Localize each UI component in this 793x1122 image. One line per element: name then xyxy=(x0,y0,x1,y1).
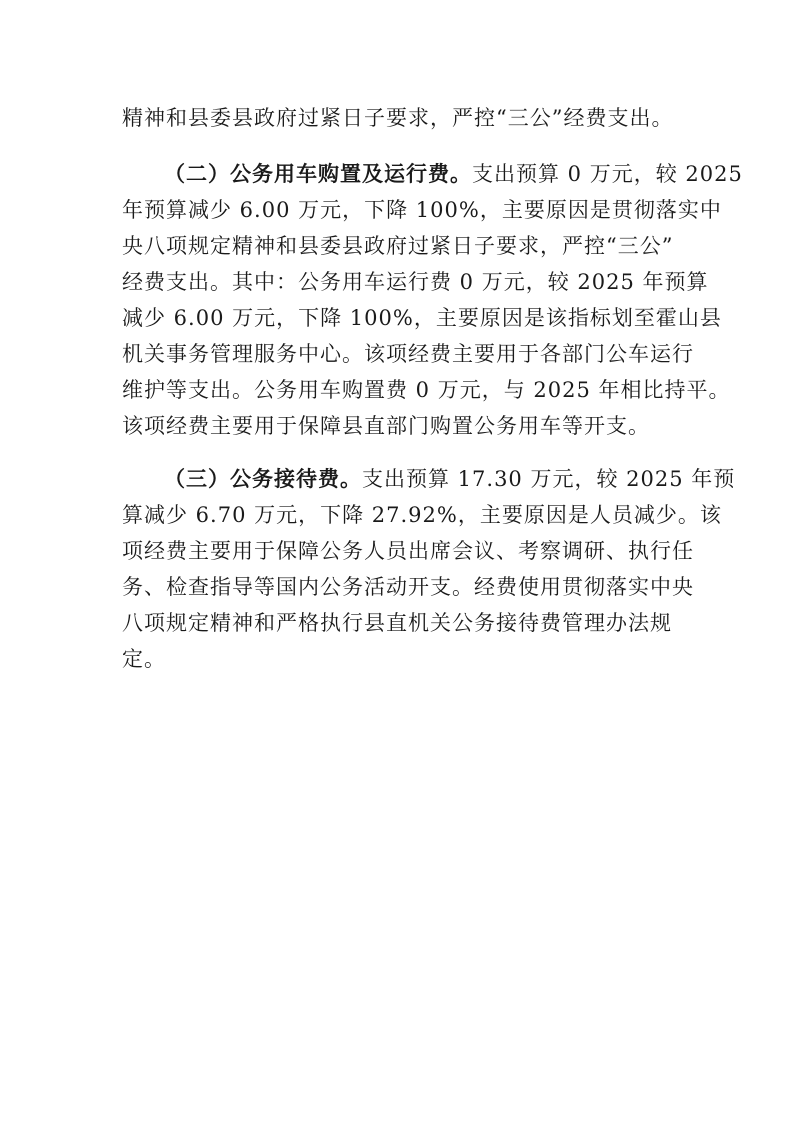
paragraph-line: 机关事务管理服务中心。该项经费主要用于各部门公车运行 xyxy=(122,342,694,366)
paragraph-line: 经费支出。其中：公务用车运行费 0 万元，较 2025 年预算 xyxy=(122,270,709,294)
paragraph-line: 务、检查指导等国内公务活动开支。经费使用贯彻落实中央 xyxy=(122,575,694,599)
paragraph-line: 年预算减少 6.00 万元，下降 100%，主要原因是贯彻落实中 xyxy=(122,198,722,222)
paragraph-line: 项经费主要用于保障公务人员出席会议、考察调研、执行任 xyxy=(122,539,694,563)
paragraph-first-line xyxy=(164,156,743,192)
paragraph-line: 八项规定精神和严格执行县直机关公务接待费管理办法规 xyxy=(122,611,672,635)
section-heading: （二）公务用车购置及运行费。 xyxy=(164,162,472,186)
paragraph-first-line xyxy=(164,461,736,497)
paragraph-line: 算减少 6.70 万元，下降 27.92%，主要原因是人员减少。该 xyxy=(122,503,722,527)
paragraph-line: 该项经费主要用于保障县直部门购置公务用车等开支。 xyxy=(122,414,650,438)
paragraph-line: 央八项规定精神和县委县政府过紧日子要求，严控“三公” xyxy=(122,234,674,258)
paragraph-line: 维护等支出。公务用车购置费 0 万元，与 2025 年相比持平。 xyxy=(122,378,731,402)
paragraph-text: 支出预算 17.30 万元，较 2025 年预 xyxy=(362,467,736,491)
paragraph-line: 精神和县委县政府过紧日子要求，严控“三公”经费支出。 xyxy=(122,106,674,130)
paragraph-text: 支出预算 0 万元，较 2025 xyxy=(472,162,743,186)
paragraph-line: 定。 xyxy=(122,647,166,671)
section-heading: （三）公务接待费。 xyxy=(164,467,362,491)
paragraph-line: 减少 6.00 万元，下降 100%，主要原因是该指标划至霍山县 xyxy=(122,306,722,330)
